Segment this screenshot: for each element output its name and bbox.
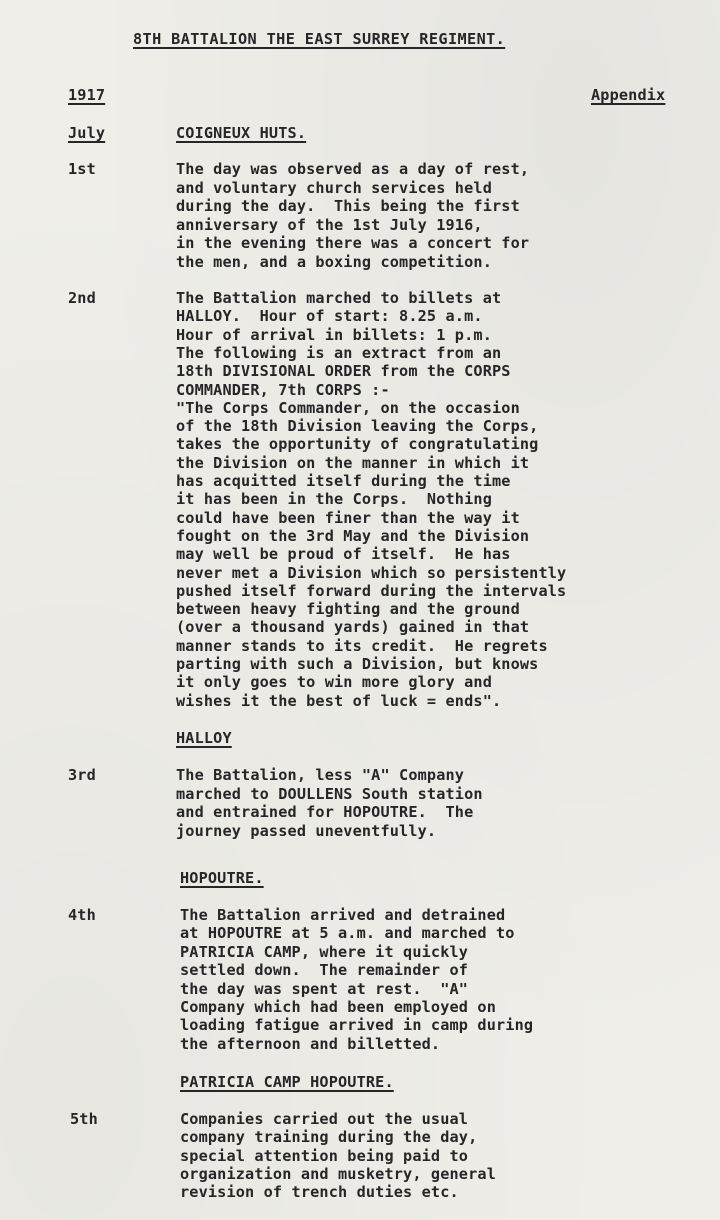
text-line: "The Corps Commander, on the occasion [176,398,520,417]
location-heading: HOPOUTRE. [180,869,264,887]
text-line: at HOPOUTRE at 5 a.m. and marched to [180,924,515,943]
text-line: organization and musketry, general [180,1164,496,1183]
text-line: COMMANDER, 7th CORPS :- [176,380,390,399]
text-line: Company which had been employed on [180,998,496,1016]
text-line: revision of trench duties etc. [180,1183,459,1202]
entry-date: 1st [68,160,96,178]
location-heading: HALLOY [176,729,232,747]
text-line: Hour of arrival in billets: 1 p.m. [176,325,492,344]
location-heading: PATRICIA CAMP HOPOUTRE. [180,1073,394,1091]
text-line: 18th DIVISIONAL ORDER from the CORPS [176,362,511,381]
entry-date: 2nd [68,289,96,307]
month-heading: July [68,124,106,142]
text-line: could have been finer than the way it [176,508,520,527]
text-line: company training during the day, [180,1128,478,1147]
text-line: during the day. This being the first [176,197,520,215]
text-line: The day was observed as a day of rest, [176,160,530,178]
text-line: of the 18th Division leaving the Corps, [176,417,539,436]
text-line: the Division on the manner in which it [176,453,530,472]
text-line: special attention being paid to [180,1146,469,1165]
text-line: takes the opportunity of congratulating [176,435,539,454]
text-line: The Battalion, less "A" Company [176,766,465,784]
text-line: The Battalion marched to billets at [176,289,502,307]
text-line: the men, and a boxing competition. [176,252,492,271]
text-line: it only goes to win more glory and [176,673,492,692]
text-line: settled down. The remainder of [180,961,469,980]
text-line: HALLOY. Hour of start: 8.25 a.m. [176,307,483,326]
entry-date: 3rd [68,766,96,784]
text-line: The following is an extract from an [176,343,502,362]
text-line: anniversary of the 1st July 1916, [176,215,483,234]
text-line: (over a thousand yards) gained in that [176,618,530,637]
text-line: may well be proud of itself. He has [176,545,511,564]
entry-date: 5th [70,1110,98,1128]
text-line: and entrained for HOPOUTRE. The [176,803,474,821]
text-line: The Battalion arrived and detrained [180,906,506,924]
text-line: journey passed uneventfully. [176,821,437,840]
text-line: never met a Division which so persistently [176,563,567,582]
location-heading: COIGNEUX HUTS. [176,124,307,142]
appendix-heading: Appendix [591,86,666,104]
text-line: in the evening there was a concert for [176,234,530,252]
text-line: pushed itself forward during the intervals [176,581,567,600]
text-line: Companies carried out the usual [180,1110,469,1128]
text-line: the day was spent at rest. "A" [180,979,469,998]
text-line: marched to DOULLENS South station [176,784,483,803]
text-line: loading fatigue arrived in camp during [180,1016,534,1035]
document-title: 8TH BATTALION THE EAST SURREY REGIMENT. [133,30,506,48]
text-line: and voluntary church services held [176,178,492,197]
text-line: fought on the 3rd May and the Division [176,526,530,545]
text-line: PATRICIA CAMP, where it quickly [180,942,469,961]
text-line: wishes it the best of luck = ends". [176,691,502,710]
year-heading: 1917 [68,86,106,104]
entry-date: 4th [68,906,96,924]
text-line: manner stands to its credit. He regrets [176,636,548,655]
text-line: between heavy fighting and the ground [176,600,520,619]
text-line: it has been in the Corps. Nothing [176,490,492,509]
text-line: the afternoon and billetted. [180,1034,441,1053]
text-line: has acquitted itself during the time [176,472,511,490]
text-line: parting with such a Division, but knows [176,655,539,673]
